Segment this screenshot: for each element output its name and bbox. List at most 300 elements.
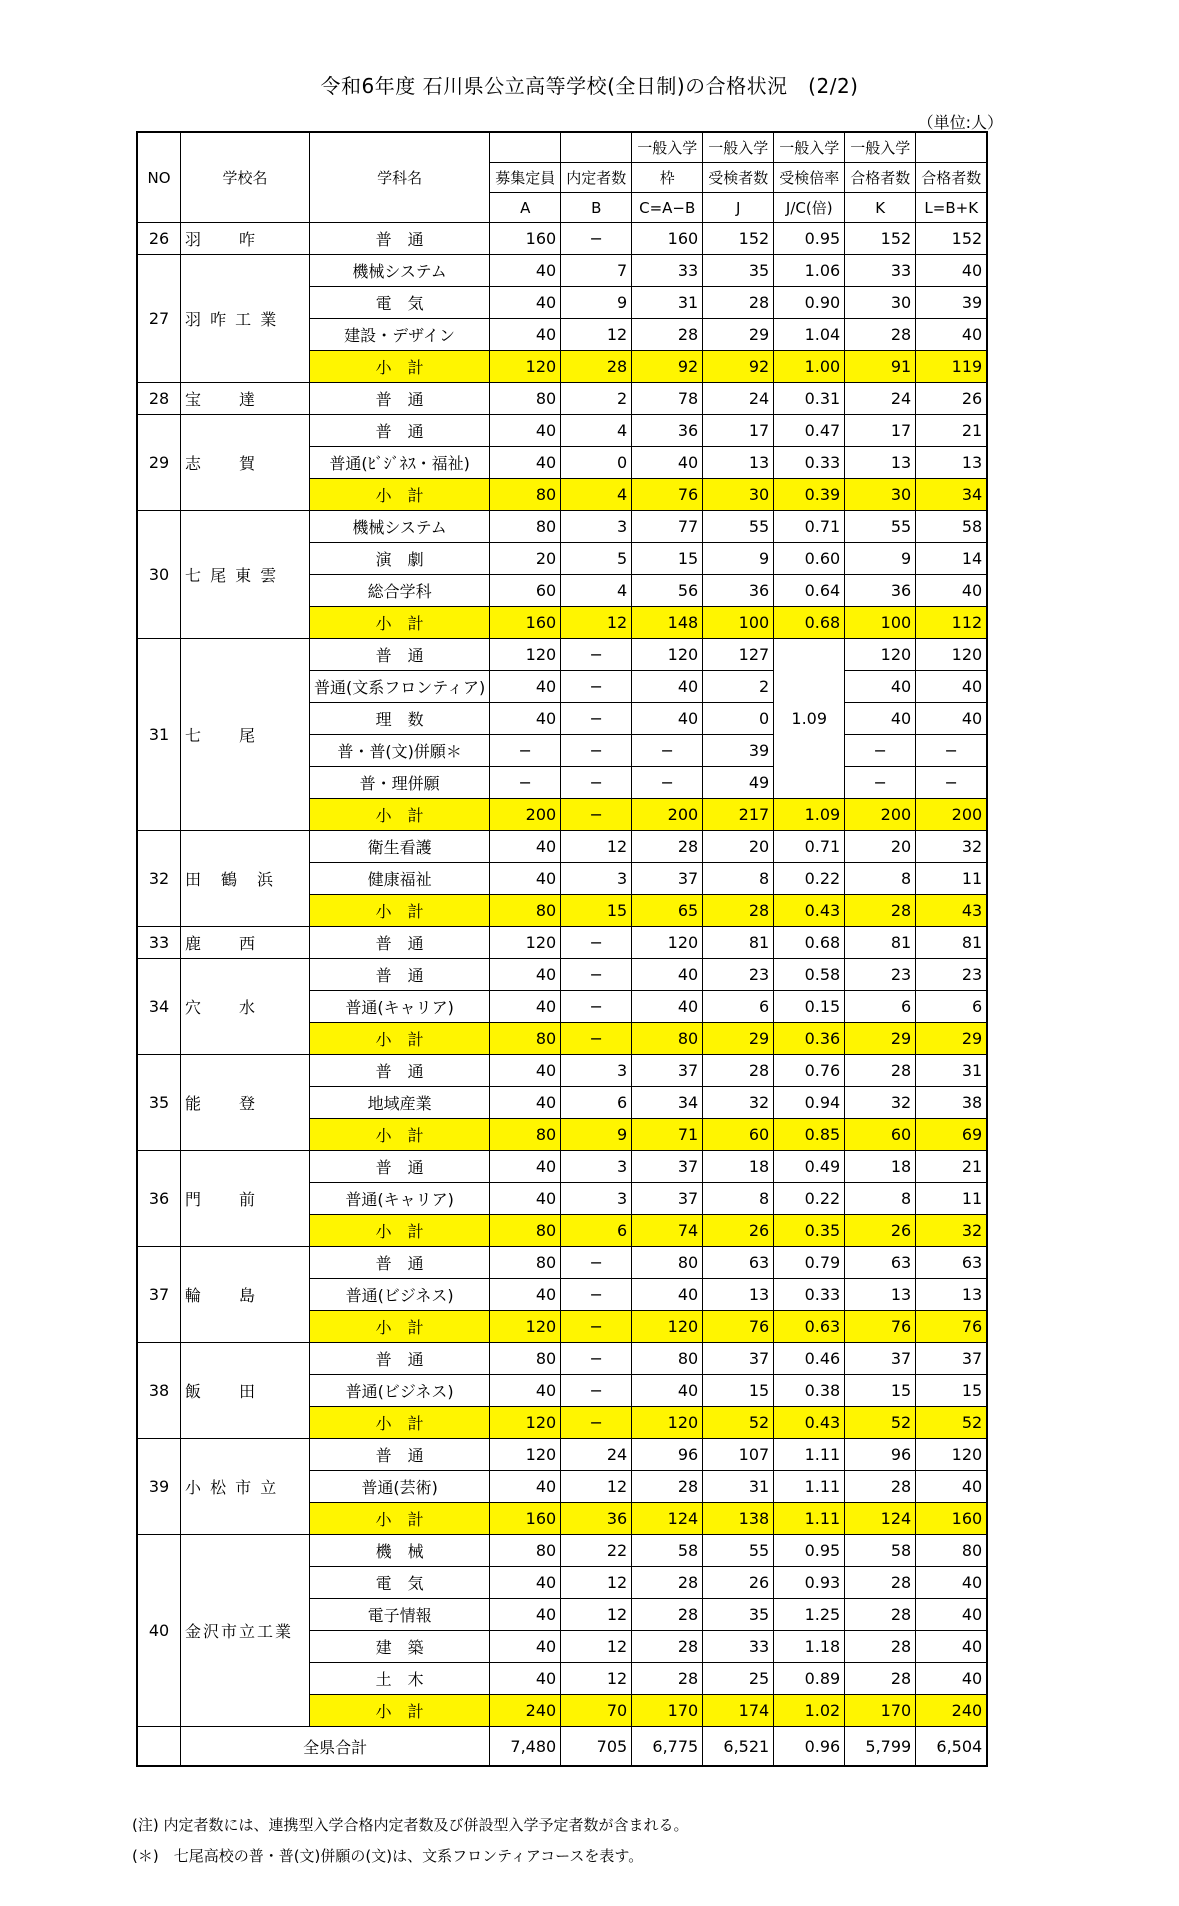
cell-value: 34 (916, 479, 988, 511)
cell-value: 40 (916, 1599, 988, 1631)
cell-value: 6 (561, 1087, 632, 1119)
cell-value: 9 (703, 543, 774, 575)
cell-value: − (561, 1247, 632, 1279)
cell-value: 0.68 (774, 927, 845, 959)
cell-value: 80 (490, 895, 561, 927)
dept-name: 普通(文系フロンティア) (310, 671, 490, 703)
cell-value: 0.71 (774, 511, 845, 543)
school-no: 28 (137, 383, 181, 415)
school-name: 田 鶴 浜 (181, 831, 310, 927)
subtotal-label: 小 計 (310, 1215, 490, 1247)
cell-value: 15 (632, 543, 703, 575)
subtotal-label: 小 計 (310, 607, 490, 639)
cell-value: 80 (490, 1119, 561, 1151)
subtotal-label: 小 計 (310, 1695, 490, 1727)
cell-value: 28 (561, 351, 632, 383)
table-row (137, 1343, 987, 1375)
cell-value: 17 (845, 415, 916, 447)
cell-value: 32 (916, 831, 988, 863)
cell-value: 40 (490, 1279, 561, 1311)
cell-value: 12 (561, 831, 632, 863)
cell-value: − (561, 1311, 632, 1343)
cell-value: 28 (632, 1663, 703, 1695)
dept-name: 普 通 (310, 1055, 490, 1087)
cell-value: 1.04 (774, 319, 845, 351)
cell-value: − (561, 703, 632, 735)
cell-value: 21 (916, 415, 988, 447)
dept-name: 普 通 (310, 927, 490, 959)
cell-value: 124 (632, 1503, 703, 1535)
cell-value: 138 (703, 1503, 774, 1535)
cell-value: 31 (916, 1055, 988, 1087)
school-no: 27 (137, 255, 181, 383)
cell-value: − (490, 767, 561, 799)
dept-name: 機械システム (310, 511, 490, 543)
cell-value: 60 (703, 1119, 774, 1151)
dept-name: 電 気 (310, 287, 490, 319)
dept-name: 普通(キャリア) (310, 1183, 490, 1215)
table-row (137, 831, 987, 863)
dept-name: 地域産業 (310, 1087, 490, 1119)
cell-value: 120 (490, 1311, 561, 1343)
cell-value: 100 (703, 607, 774, 639)
cell-value: 17 (703, 415, 774, 447)
school-no: 38 (137, 1343, 181, 1439)
subtotal-label: 小 計 (310, 1119, 490, 1151)
cell-value: 0.47 (774, 415, 845, 447)
cell-value: 40 (490, 1567, 561, 1599)
cell-value: 80 (632, 1247, 703, 1279)
cell-value: 6 (916, 991, 988, 1023)
cell-value: 12 (561, 607, 632, 639)
school-no: 37 (137, 1247, 181, 1343)
cell-value: 37 (916, 1343, 988, 1375)
cell-value: 28 (845, 1599, 916, 1631)
cell-value: 28 (845, 1567, 916, 1599)
cell-value: 0.63 (774, 1311, 845, 1343)
cell-value: − (561, 991, 632, 1023)
cell-value: 28 (845, 1663, 916, 1695)
dept-name: 普通(ビジネス) (310, 1375, 490, 1407)
school-name: 穴 水 (181, 959, 310, 1055)
cell-value: 0.85 (774, 1119, 845, 1151)
cell-value: 119 (916, 351, 988, 383)
cell-value: 74 (632, 1215, 703, 1247)
cell-value: 55 (703, 511, 774, 543)
cell-value: 76 (845, 1311, 916, 1343)
cell-value: 40 (916, 1471, 988, 1503)
cell-value: 13 (703, 447, 774, 479)
cell-value: 40 (632, 671, 703, 703)
header-col-2-mid: 枠 (632, 163, 703, 193)
dept-name: 電 気 (310, 1567, 490, 1599)
subtotal-label: 小 計 (310, 479, 490, 511)
table-row (137, 415, 987, 447)
cell-value: 40 (490, 703, 561, 735)
cell-value: − (632, 735, 703, 767)
school-no: 29 (137, 415, 181, 511)
cell-value: 69 (916, 1119, 988, 1151)
cell-value: 40 (490, 415, 561, 447)
cell-value: 63 (916, 1247, 988, 1279)
cell-value: 1.11 (774, 1471, 845, 1503)
cell-value: 26 (703, 1215, 774, 1247)
cell-value: 3 (561, 1183, 632, 1215)
header-col-1-top (561, 132, 632, 163)
header-col-4-bot: J/C(倍) (774, 193, 845, 223)
cell-value: 34 (632, 1087, 703, 1119)
cell-value: 63 (845, 1247, 916, 1279)
footnote-2: (＊) 七尾高校の普・普(文)併願の(文)は、文系フロンティアコースを表す。 (132, 1847, 644, 1865)
cell-value: 0.79 (774, 1247, 845, 1279)
cell-value: 1.18 (774, 1631, 845, 1663)
cell-value: 28 (632, 1631, 703, 1663)
header-col-3-top: 一般入学 (703, 132, 774, 163)
cell-value: 200 (632, 799, 703, 831)
cell-value: 40 (490, 1151, 561, 1183)
cell-value: 0.33 (774, 447, 845, 479)
cell-value: 12 (561, 1663, 632, 1695)
school-name: 羽 咋 工 業 (181, 255, 310, 383)
cell-value: 29 (703, 319, 774, 351)
cell-value: 80 (632, 1343, 703, 1375)
cell-value: 40 (490, 863, 561, 895)
cell-value: 28 (845, 895, 916, 927)
cell-value: − (845, 767, 916, 799)
cell-value: 40 (490, 991, 561, 1023)
cell-value: 37 (632, 1055, 703, 1087)
total-value: 6,504 (916, 1727, 988, 1767)
cell-value: 2 (561, 383, 632, 415)
cell-value: 120 (632, 1407, 703, 1439)
school-name: 鹿 西 (181, 927, 310, 959)
cell-value: − (916, 735, 988, 767)
cell-value: 40 (490, 1631, 561, 1663)
cell-value: 124 (845, 1503, 916, 1535)
cell-value: 33 (632, 255, 703, 287)
page-title: 令和6年度 石川県公立高等学校(全日制)の合格状況 (2/2) (320, 74, 859, 98)
admission-results-table (136, 131, 988, 1767)
cell-value: 13 (703, 1279, 774, 1311)
cell-value: 15 (561, 895, 632, 927)
cell-value: 40 (490, 1471, 561, 1503)
total-value: 6,775 (632, 1727, 703, 1767)
cell-value: 96 (632, 1439, 703, 1471)
cell-value: − (561, 1343, 632, 1375)
cell-value: 160 (490, 1503, 561, 1535)
school-no: 31 (137, 639, 181, 831)
dept-name: 普 通 (310, 1151, 490, 1183)
cell-value: 36 (845, 575, 916, 607)
cell-value: 0.46 (774, 1343, 845, 1375)
cell-value: 40 (490, 831, 561, 863)
dept-name: 普 通 (310, 415, 490, 447)
dept-name: 理 数 (310, 703, 490, 735)
cell-value: 120 (632, 639, 703, 671)
cell-value: 80 (490, 1023, 561, 1055)
cell-value: 5 (561, 543, 632, 575)
cell-value: 40 (490, 1183, 561, 1215)
cell-value: − (845, 735, 916, 767)
header-col-3-mid: 受検者数 (703, 163, 774, 193)
school-name: 能 登 (181, 1055, 310, 1151)
cell-value: 40 (916, 255, 988, 287)
cell-value: 76 (703, 1311, 774, 1343)
subtotal-label: 小 計 (310, 351, 490, 383)
cell-value: 40 (490, 1375, 561, 1407)
table-body (137, 223, 987, 1767)
cell-value: 24 (845, 383, 916, 415)
cell-value: 80 (490, 1535, 561, 1567)
dept-name: 普・普(文)併願＊ (310, 735, 490, 767)
dept-name: 普 通 (310, 1343, 490, 1375)
header-col-0-mid: 募集定員 (490, 163, 561, 193)
cell-value: 12 (561, 1631, 632, 1663)
cell-value: 120 (490, 1439, 561, 1471)
table-row (137, 1055, 987, 1087)
cell-value: 0.43 (774, 1407, 845, 1439)
cell-value: 127 (703, 639, 774, 671)
school-name: 小 松 市 立 (181, 1439, 310, 1535)
cell-value: 76 (632, 479, 703, 511)
cell-value: − (561, 767, 632, 799)
cell-value: 1.02 (774, 1695, 845, 1727)
cell-value: 80 (490, 479, 561, 511)
cell-value: 9 (561, 287, 632, 319)
cell-value: − (561, 735, 632, 767)
cell-value: 3 (561, 511, 632, 543)
cell-value: 40 (632, 1279, 703, 1311)
header-row-1 (137, 132, 987, 163)
school-no: 30 (137, 511, 181, 639)
cell-value: 12 (561, 1599, 632, 1631)
cell-value: 81 (845, 927, 916, 959)
dept-name: 普 通 (310, 223, 490, 255)
merged-rate-cell: 1.09 (774, 639, 845, 799)
cell-value: 55 (845, 511, 916, 543)
table-row (137, 1535, 987, 1567)
cell-value: 152 (845, 223, 916, 255)
cell-value: 0 (561, 447, 632, 479)
cell-value: 36 (703, 575, 774, 607)
cell-value: 23 (916, 959, 988, 991)
cell-value: − (916, 767, 988, 799)
cell-value: 107 (703, 1439, 774, 1471)
cell-value: 170 (632, 1695, 703, 1727)
cell-value: 55 (703, 1535, 774, 1567)
cell-value: 0.38 (774, 1375, 845, 1407)
header-col-6-top (916, 132, 988, 163)
cell-value: 28 (703, 1055, 774, 1087)
cell-value: 4 (561, 575, 632, 607)
table-row (137, 383, 987, 415)
cell-value: 6 (703, 991, 774, 1023)
footnote-1: (注) 内定者数には、連携型入学合格内定者数及び併設型入学予定者数が含まれる。 (132, 1816, 689, 1834)
dept-name: 普 通 (310, 959, 490, 991)
cell-value: 8 (845, 863, 916, 895)
cell-value: − (632, 767, 703, 799)
subtotal-label: 小 計 (310, 1311, 490, 1343)
cell-value: 28 (845, 319, 916, 351)
cell-value: 35 (703, 255, 774, 287)
cell-value: 0.15 (774, 991, 845, 1023)
cell-value: 0.76 (774, 1055, 845, 1087)
table-row (137, 223, 987, 255)
cell-value: 26 (845, 1215, 916, 1247)
cell-value: 1.06 (774, 255, 845, 287)
cell-value: − (561, 1407, 632, 1439)
cell-value: 174 (703, 1695, 774, 1727)
cell-value: 7 (561, 255, 632, 287)
cell-value: 29 (916, 1023, 988, 1055)
cell-value: 33 (845, 255, 916, 287)
cell-value: 29 (703, 1023, 774, 1055)
cell-value: 28 (703, 287, 774, 319)
cell-value: 26 (916, 383, 988, 415)
cell-value: 160 (632, 223, 703, 255)
cell-value: 3 (561, 1151, 632, 1183)
total-value: 7,480 (490, 1727, 561, 1767)
total-value: 5,799 (845, 1727, 916, 1767)
cell-value: 20 (845, 831, 916, 863)
cell-value: 36 (632, 415, 703, 447)
school-name: 七 尾 東 雲 (181, 511, 310, 639)
school-no: 34 (137, 959, 181, 1055)
cell-value: 40 (845, 703, 916, 735)
school-name: 輪 島 (181, 1247, 310, 1343)
cell-value: 120 (490, 639, 561, 671)
cell-value: 80 (490, 1343, 561, 1375)
cell-value: 0.60 (774, 543, 845, 575)
cell-value: 78 (632, 383, 703, 415)
cell-value: 63 (703, 1247, 774, 1279)
cell-value: 28 (632, 1599, 703, 1631)
cell-value: 40 (916, 1663, 988, 1695)
cell-value: 120 (490, 927, 561, 959)
cell-value: 40 (490, 1087, 561, 1119)
cell-value: 60 (490, 575, 561, 607)
cell-value: 80 (490, 1215, 561, 1247)
cell-value: 40 (632, 447, 703, 479)
cell-value: 0.58 (774, 959, 845, 991)
dept-name: 機 械 (310, 1535, 490, 1567)
dept-name: 普 通 (310, 639, 490, 671)
table-row (137, 1151, 987, 1183)
cell-value: 70 (561, 1695, 632, 1727)
cell-value: 28 (632, 1471, 703, 1503)
cell-value: 40 (490, 447, 561, 479)
cell-value: 20 (490, 543, 561, 575)
cell-value: 37 (845, 1343, 916, 1375)
dept-name: 演 劇 (310, 543, 490, 575)
cell-value: 40 (490, 671, 561, 703)
cell-value: 0.89 (774, 1663, 845, 1695)
table-row (137, 927, 987, 959)
cell-value: 18 (703, 1151, 774, 1183)
cell-value: 152 (703, 223, 774, 255)
cell-value: 32 (703, 1087, 774, 1119)
header-col-1-mid: 内定者数 (561, 163, 632, 193)
cell-value: 0.95 (774, 1535, 845, 1567)
cell-value: 91 (845, 351, 916, 383)
cell-value: 240 (916, 1695, 988, 1727)
cell-value: 120 (916, 639, 988, 671)
cell-value: 38 (916, 1087, 988, 1119)
cell-value: 217 (703, 799, 774, 831)
cell-value: 65 (632, 895, 703, 927)
total-value: 705 (561, 1727, 632, 1767)
cell-value: 30 (845, 287, 916, 319)
cell-value: 152 (916, 223, 988, 255)
cell-value: 77 (632, 511, 703, 543)
header-col-3-bot: J (703, 193, 774, 223)
table-row (137, 639, 987, 671)
cell-value: 37 (632, 1151, 703, 1183)
header-col-4-top: 一般入学 (774, 132, 845, 163)
school-name: 門 前 (181, 1151, 310, 1247)
cell-value: 81 (703, 927, 774, 959)
school-no: 40 (137, 1535, 181, 1727)
cell-value: 52 (703, 1407, 774, 1439)
cell-value: 0 (703, 703, 774, 735)
cell-value: 160 (490, 223, 561, 255)
cell-value: 1.09 (774, 799, 845, 831)
cell-value: 170 (845, 1695, 916, 1727)
cell-value: 2 (703, 671, 774, 703)
header-school: 学校名 (181, 132, 310, 223)
cell-value: 92 (703, 351, 774, 383)
cell-value: 8 (845, 1183, 916, 1215)
cell-value: 96 (845, 1439, 916, 1471)
total-label: 全県合計 (181, 1727, 490, 1767)
cell-value: 0.36 (774, 1023, 845, 1055)
school-no: 26 (137, 223, 181, 255)
cell-value: 12 (561, 1471, 632, 1503)
dept-name: 普通(ﾋﾞｼﾞﾈｽ・福祉) (310, 447, 490, 479)
cell-value: 0.68 (774, 607, 845, 639)
cell-value: 43 (916, 895, 988, 927)
header-col-2-top: 一般入学 (632, 132, 703, 163)
cell-value: 40 (916, 703, 988, 735)
cell-value: 40 (632, 1375, 703, 1407)
subtotal-label: 小 計 (310, 1023, 490, 1055)
header-col-5-bot: K (845, 193, 916, 223)
cell-value: 58 (916, 511, 988, 543)
school-no: 39 (137, 1439, 181, 1535)
cell-value: 15 (845, 1375, 916, 1407)
cell-value: 30 (845, 479, 916, 511)
subtotal-label: 小 計 (310, 1407, 490, 1439)
cell-value: − (561, 927, 632, 959)
cell-value: 1.11 (774, 1503, 845, 1535)
school-name: 羽 咋 (181, 223, 310, 255)
cell-value: 20 (703, 831, 774, 863)
cell-value: 25 (703, 1663, 774, 1695)
table-row (137, 1439, 987, 1471)
cell-value: 58 (632, 1535, 703, 1567)
header-no: NO (137, 132, 181, 223)
cell-value: 40 (490, 255, 561, 287)
cell-value: 11 (916, 1183, 988, 1215)
cell-value: 31 (632, 287, 703, 319)
cell-value: 8 (703, 863, 774, 895)
cell-value: 0.95 (774, 223, 845, 255)
subtotal-label: 小 計 (310, 799, 490, 831)
cell-value: − (561, 799, 632, 831)
cell-value: 13 (845, 1279, 916, 1311)
cell-value: 40 (632, 991, 703, 1023)
cell-value: 40 (490, 1599, 561, 1631)
